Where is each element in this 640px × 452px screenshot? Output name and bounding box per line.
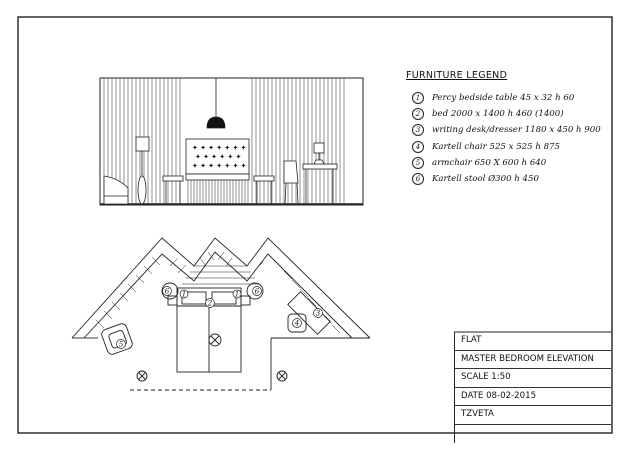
legend-text: Kartell stool Ø300 h 450: [432, 173, 539, 184]
stool-left-elevation: [163, 176, 183, 204]
legend-item: [406, 173, 626, 189]
title-block-empty-row: [455, 425, 611, 443]
armchair-plan: [100, 322, 133, 355]
title-block-drawing-name: MASTER BEDROOM ELEVATION: [455, 351, 611, 370]
legend-text: armchair 650 X 600 h 640: [432, 157, 547, 168]
marker-stool-right: 6: [254, 287, 260, 296]
svg-text:✦ ✦ ✦ ✦ ✦ ✦: ✦ ✦ ✦ ✦ ✦ ✦: [195, 153, 242, 161]
title-block: [454, 332, 611, 443]
ceiling-light-right: [277, 371, 287, 381]
floor-lamp: [136, 137, 149, 204]
headboard-wall: [182, 266, 259, 284]
legend-item: [406, 157, 626, 173]
marker-desk: 3: [315, 309, 321, 318]
legend-item: [406, 141, 626, 157]
legend-number: 6: [412, 173, 424, 185]
marker-bed: 2: [207, 299, 213, 308]
left-bedside-plan: [168, 296, 177, 305]
desk-plan: [288, 292, 330, 334]
svg-text:✦ ✦ ✦ ✦ ✦ ✦ ✦: ✦ ✦ ✦ ✦ ✦ ✦ ✦: [192, 162, 247, 170]
marker-stool-left: 6: [164, 287, 170, 296]
bedroom-floor-plan: [72, 238, 370, 390]
marker-bedside-right: 1: [234, 290, 240, 299]
legend-number: 4: [412, 141, 424, 153]
furniture-legend: [406, 70, 626, 189]
marker-chair: 4: [294, 319, 300, 328]
legend-title: FURNITURE LEGEND: [406, 70, 508, 81]
headboard: [186, 139, 249, 204]
legend-text: Percy bedside table 45 x 32 h 60: [432, 93, 575, 103]
ceiling-light-left: [137, 371, 147, 381]
legend-number: 2: [412, 108, 424, 120]
title-block-scale: SCALE 1:50: [455, 369, 611, 388]
pendant-lamp: [207, 78, 225, 128]
headboard-tufting: [192, 144, 247, 170]
bed-fringe: [188, 180, 248, 204]
legend-text: Kartell chair 525 x 525 h 875: [432, 141, 560, 152]
legend-item: [406, 124, 626, 140]
title-block-author: TZVETA: [455, 406, 611, 425]
bedroom-elevation: [100, 78, 363, 205]
legend-number: 1: [412, 92, 424, 104]
legend-number: 5: [412, 157, 424, 169]
legend-number: 3: [412, 124, 424, 136]
armchair-elevation: [104, 176, 128, 204]
legend-text: bed 2000 x 1400 h 460 (1400): [432, 109, 564, 120]
title-block-project: FLAT: [455, 332, 611, 351]
right-curtain: [252, 78, 344, 204]
marker-armchair: 5: [118, 340, 124, 349]
svg-text:✦ ✦ ✦ ✦ ✦ ✦ ✦: ✦ ✦ ✦ ✦ ✦ ✦ ✦: [192, 144, 247, 152]
title-block-date: DATE 08-02-2015: [455, 388, 611, 407]
legend-item: [406, 92, 626, 108]
legend-text: writing desk/dresser 1180 x 450 h 900: [432, 125, 601, 136]
marker-bedside-left: 1: [181, 290, 187, 299]
right-bedside-plan: [241, 296, 250, 305]
legend-item: [406, 108, 626, 124]
table-lamp: [314, 143, 324, 164]
